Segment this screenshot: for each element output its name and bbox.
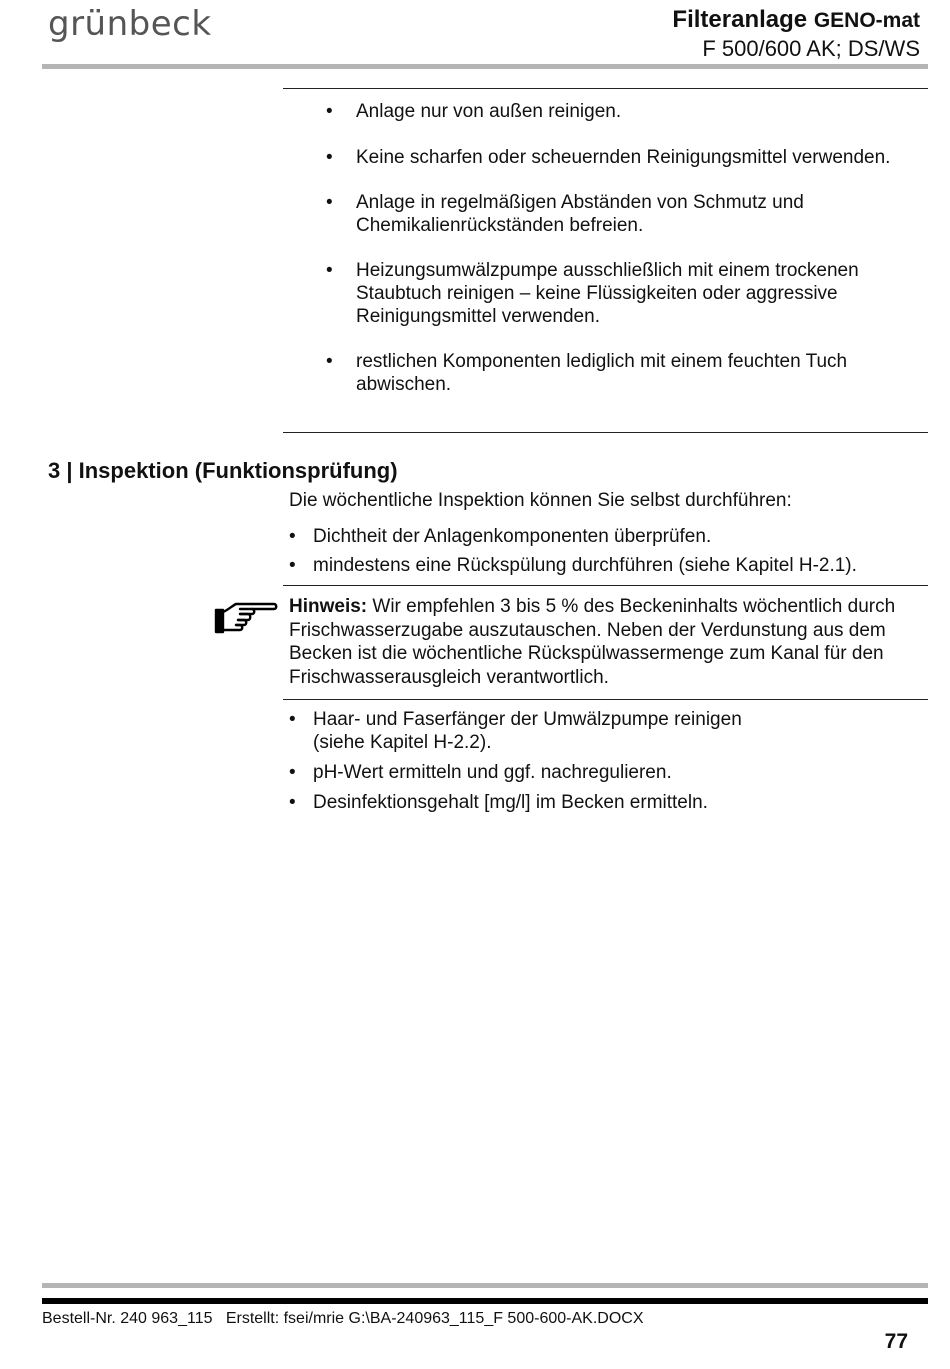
- list-item: • Anlage in regelmäßigen Abständen von Schmutz und Chemikalienrückständen befreien.: [326, 192, 804, 236]
- bullet-icon: •: [326, 101, 333, 122]
- title-model: GENO-mat: [813, 9, 920, 32]
- inspection-checklist: [289, 525, 919, 583]
- bullet-icon: •: [289, 792, 296, 813]
- note-bottom-rule: [283, 699, 928, 700]
- list-item: • Anlage nur von außen reinigen.: [326, 101, 622, 122]
- header-divider: [42, 64, 928, 69]
- bullet-icon: •: [326, 147, 333, 168]
- list-item: • mindestens eine Rückspülung durchführen (siehe Kapitel H-2.1).: [289, 555, 857, 576]
- list-item: • Dichtheit der Anlagenkomponenten überprüfen.: [289, 526, 712, 547]
- list-item: • pH-Wert ermitteln und ggf. nachregulieren.: [289, 762, 672, 783]
- section-intro: Die wöchentliche Inspektion können Sie selbst durchführen:: [289, 490, 792, 511]
- bullet-icon: •: [326, 260, 333, 281]
- note-top-rule: [283, 585, 928, 586]
- footer-divider-black: [42, 1298, 928, 1304]
- page-number: 77: [884, 1330, 908, 1353]
- note-label: Hinweis:: [289, 596, 368, 617]
- bullet-icon: •: [289, 555, 296, 576]
- bullet-icon: •: [289, 709, 296, 730]
- footer-divider-gray: [42, 1283, 928, 1288]
- inspection-checklist-continued: [289, 708, 919, 821]
- bullet-icon: •: [326, 192, 333, 213]
- list-item: • Heizungsumwälzpumpe ausschließlich mit einem trockenen Staubtuch reinigen – keine Flüssigkeiten oder aggressive Reinigungsmittel verwenden.: [326, 260, 859, 327]
- document-subtitle: F 500/600 AK; DS/WS: [702, 36, 920, 61]
- note-text: [289, 595, 919, 689]
- box-top-rule: [283, 88, 928, 89]
- bullet-icon: •: [326, 351, 333, 372]
- list-item: • Haar- und Faserfänger der Umwälzpumpe reinigen (siehe Kapitel H-2.2).: [289, 709, 742, 753]
- footer-reference: Bestell-Nr. 240 963_115 Erstellt: fsei/mrie G:\BA-240963_115_F 500-600-AK.DOCX: [42, 1310, 644, 1327]
- note-body: Wir empfehlen 3 bis 5 % des Beckeninhalts wöchentlich durch Frischwasserzugabe auszutauschen. Neben der Verdunstung aus dem Becken ist die wöchentliche Rückspülwassermenge zum Kanal für den Frischwasserausgleich verantwortlich.: [289, 596, 896, 688]
- section-heading: 3 | Inspektion (Funktionsprüfung): [48, 458, 398, 483]
- cleaning-list: [326, 100, 926, 418]
- list-item: • Desinfektionsgehalt [mg/l] im Becken ermitteln.: [289, 792, 708, 813]
- pointing-hand-icon: [214, 598, 278, 638]
- list-item: • Keine scharfen oder scheuernden Reinigungsmittel verwenden.: [326, 147, 891, 168]
- bullet-icon: •: [289, 762, 296, 783]
- document-title: [672, 6, 920, 34]
- title-product: Filteranlage: [672, 6, 808, 33]
- bullet-icon: •: [289, 526, 296, 547]
- box-bottom-rule: [283, 432, 928, 433]
- list-item: • restlichen Komponenten lediglich mit einem feuchten Tuch abwischen.: [326, 351, 848, 395]
- brand-logo: grünbeck: [48, 4, 212, 44]
